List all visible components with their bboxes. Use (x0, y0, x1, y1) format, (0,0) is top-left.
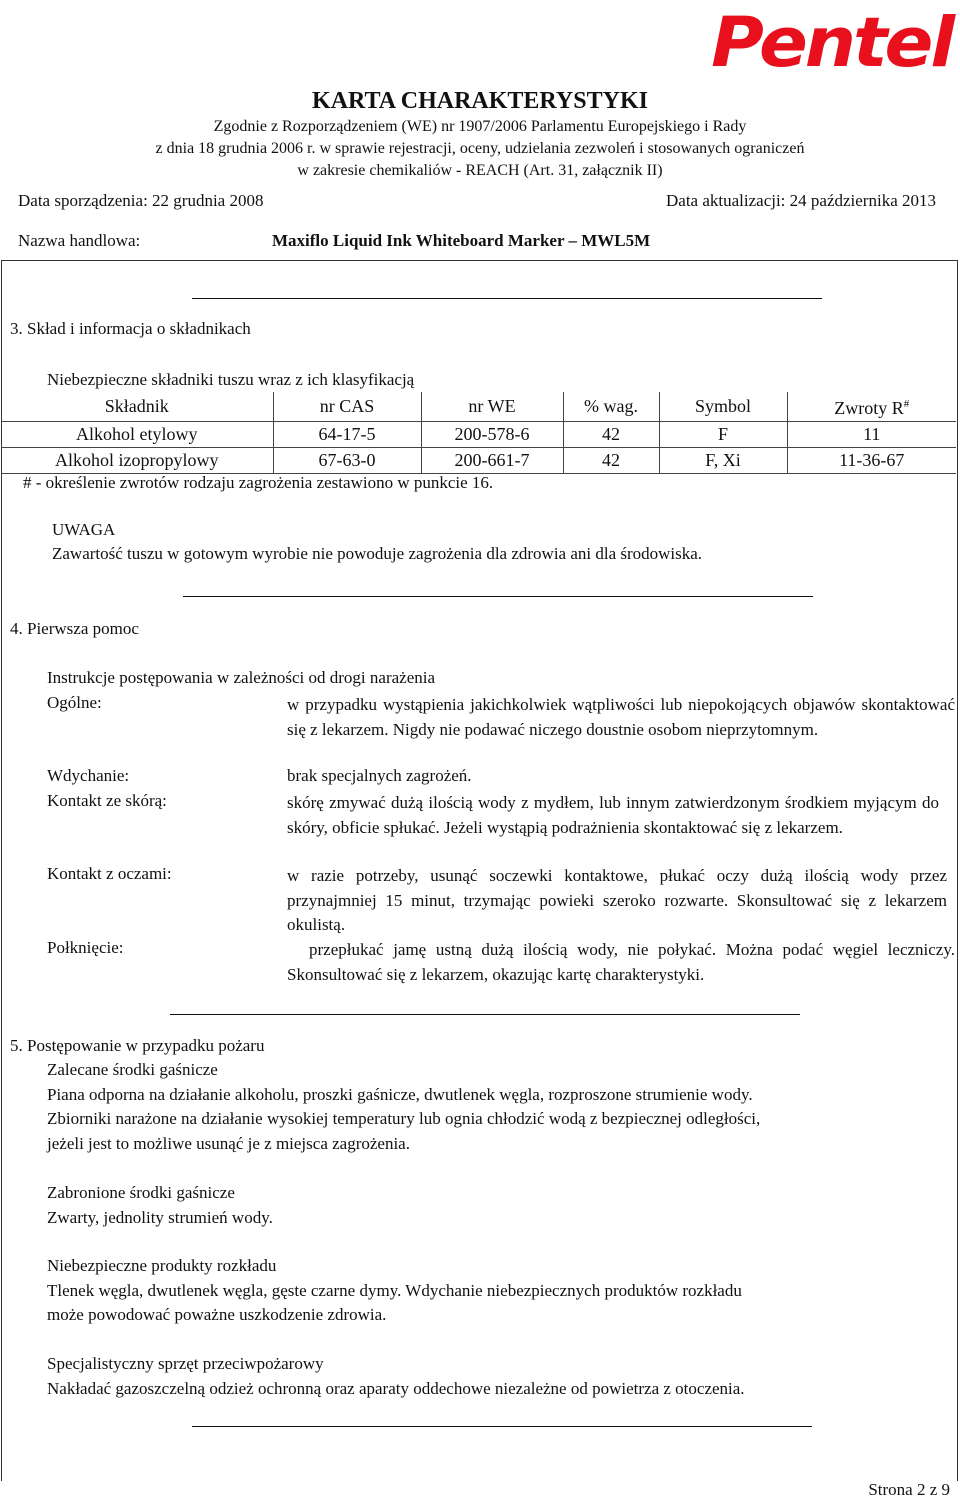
section-3-subtitle: Niebezpieczne składniki tuszu wraz z ich klasyfikacją (47, 370, 415, 389)
column-header: % wag. (563, 392, 659, 422)
table-cell: 42 (563, 422, 659, 448)
date-updated: Data aktualizacji: 24 października 2013 (666, 191, 936, 210)
section-4-subtitle: Instrukcje postępowania w zależności od drogi narażenia (47, 668, 436, 687)
prohibited-media-heading: Zabronione środki gaśnicze (47, 1183, 235, 1202)
divider (192, 1426, 812, 1427)
first-aid-text-skin: skórę zmywać dużą ilością wody z mydłem, lub innym zatwierdzonym środkiem myjącym do skóry, obficie spłukać. Jeżeli wystąpią podrażnienia skontaktować się z lekarzem. (287, 793, 939, 837)
column-header-sup: # (903, 398, 910, 410)
removal-text: jeżeli jest to możliwe usunąć je z miejsca zagrożenia. (47, 1134, 410, 1153)
section-3-title: 3. Skład i informacja o składnikach (10, 319, 251, 338)
trade-name-value: Maxiflo Liquid Ink Whiteboard Marker – MWL5M (272, 231, 651, 250)
table-cell: 11-36-67 (787, 448, 956, 474)
first-aid-label-inhalation: Wdychanie: (47, 766, 130, 785)
table-cell: 11 (787, 422, 956, 448)
extinguishing-media-heading: Zalecane środki gaśnicze (47, 1060, 218, 1079)
column-header (787, 392, 956, 422)
firefighting-equipment-heading: Specjalistyczny sprzęt przeciwpożarowy (47, 1354, 324, 1373)
table-cell: Alkohol etylowy (1, 422, 273, 448)
prohibited-media-text: Zwarty, jednolity strumień wody. (47, 1208, 273, 1227)
table-cell: F (659, 422, 787, 448)
components-table (1, 392, 956, 474)
first-aid-text-eyes: w razie potrzeby, usunąć soczewki kontaktowe, płukać oczy dużą ilością wody przez przynajmniej 15 minut, trzymając powieki szeroko rozwarte. Skonsultować się z lekarzem okulistą. (287, 866, 947, 934)
decomposition-products-text-2: może powodować poważne uszkodzenie zdrowia. (47, 1305, 387, 1324)
table-cell: 200-578-6 (421, 422, 563, 448)
note-text: Zawartość tuszu w gotowym wyrobie nie powoduje zagrożenia dla zdrowia ani dla środowiska. (52, 544, 703, 563)
table-cell: 42 (563, 448, 659, 474)
regulation-line-1: Zgodnie z Rozporządzeniem (WE) nr 1907/2006 Parlamentu Europejskiego i Rady (213, 118, 747, 135)
section-4-title: 4. Pierwsza pomoc (10, 619, 139, 638)
column-header: Składnik (1, 392, 273, 422)
first-aid-text-general: w przypadku wystąpienia jakichkolwiek wątpliwości lub niepokojących objawów skontaktować się z lekarzem. Nigdy nie podawać niczego doustnie osobom nieprzytomnym. (287, 695, 955, 739)
decomposition-products-heading: Niebezpieczne produkty rozkładu (47, 1256, 277, 1275)
regulation-line-3: w zakresie chemikaliów - REACH (Art. 31, załącznik II) (297, 162, 663, 179)
first-aid-text-inhalation: brak specjalnych zagrożeń. (287, 766, 472, 785)
first-aid-label-general: Ogólne: (47, 693, 102, 712)
column-header-label: Zwroty R (834, 398, 904, 418)
column-header: nr CAS (273, 392, 421, 422)
column-header: nr WE (421, 392, 563, 422)
trade-name-label: Nazwa handlowa: (18, 231, 141, 250)
table-footnote: # - określenie zwrotów rodzaju zagrożenia zestawiono w punkcie 16. (23, 473, 494, 492)
date-created: Data sporządzenia: 22 grudnia 2008 (18, 191, 264, 210)
pentel-logo: Pentel (711, 2, 952, 82)
divider (170, 1014, 800, 1015)
table-cell: 200-661-7 (421, 448, 563, 474)
decomposition-products-text-1: Tlenek węgla, dwutlenek węgla, gęste czarne dymy. Wdychanie niebezpiecznych produktów rozkładu (47, 1281, 742, 1300)
cooling-text: Zbiorniki narażone na działanie wysokiej temperatury lub ognia chłodzić wodą z bezpiecznej odległości, (47, 1109, 761, 1128)
first-aid-text-ingestion: przepłukać jamę ustną dużą ilością wody, nie połykać. Można podać węgiel leczniczy. Skonsultować się z lekarzem, okazując kartę charakterystyki. (287, 940, 955, 984)
firefighting-equipment-text: Nakładać gazoszczelną odzież ochronną oraz aparaty oddechowe niezależne od powietrza z otoczenia. (47, 1379, 745, 1398)
page-number: Strona 2 z 9 (868, 1480, 950, 1499)
note-label: UWAGA (52, 520, 116, 539)
first-aid-label-eyes: Kontakt z oczami: (47, 864, 172, 883)
document-title: KARTA CHARAKTERYSTYKI (312, 88, 648, 114)
regulation-line-2: z dnia 18 grudnia 2006 r. w sprawie rejestracji, oceny, udzielania zezwoleń i stosowanych ograniczeń (155, 140, 805, 157)
first-aid-label-skin: Kontakt ze skórą: (47, 791, 167, 810)
table-row (1, 448, 956, 474)
divider (192, 298, 822, 299)
column-header: Symbol (659, 392, 787, 422)
first-aid-label-ingestion: Połknięcie: (47, 938, 124, 957)
extinguishing-media-text: Piana odporna na działanie alkoholu, proszki gaśnicze, dwutlenek węgla, rozproszone strumienie wody. (47, 1085, 753, 1104)
table-cell: F, Xi (659, 448, 787, 474)
table-cell: Alkohol izopropylowy (1, 448, 273, 474)
table-header-row (1, 392, 956, 422)
divider (183, 596, 813, 597)
section-5-title: 5. Postępowanie w przypadku pożaru (10, 1036, 265, 1055)
table-cell: 64-17-5 (273, 422, 421, 448)
table-cell: 67-63-0 (273, 448, 421, 474)
table-row (1, 422, 956, 448)
